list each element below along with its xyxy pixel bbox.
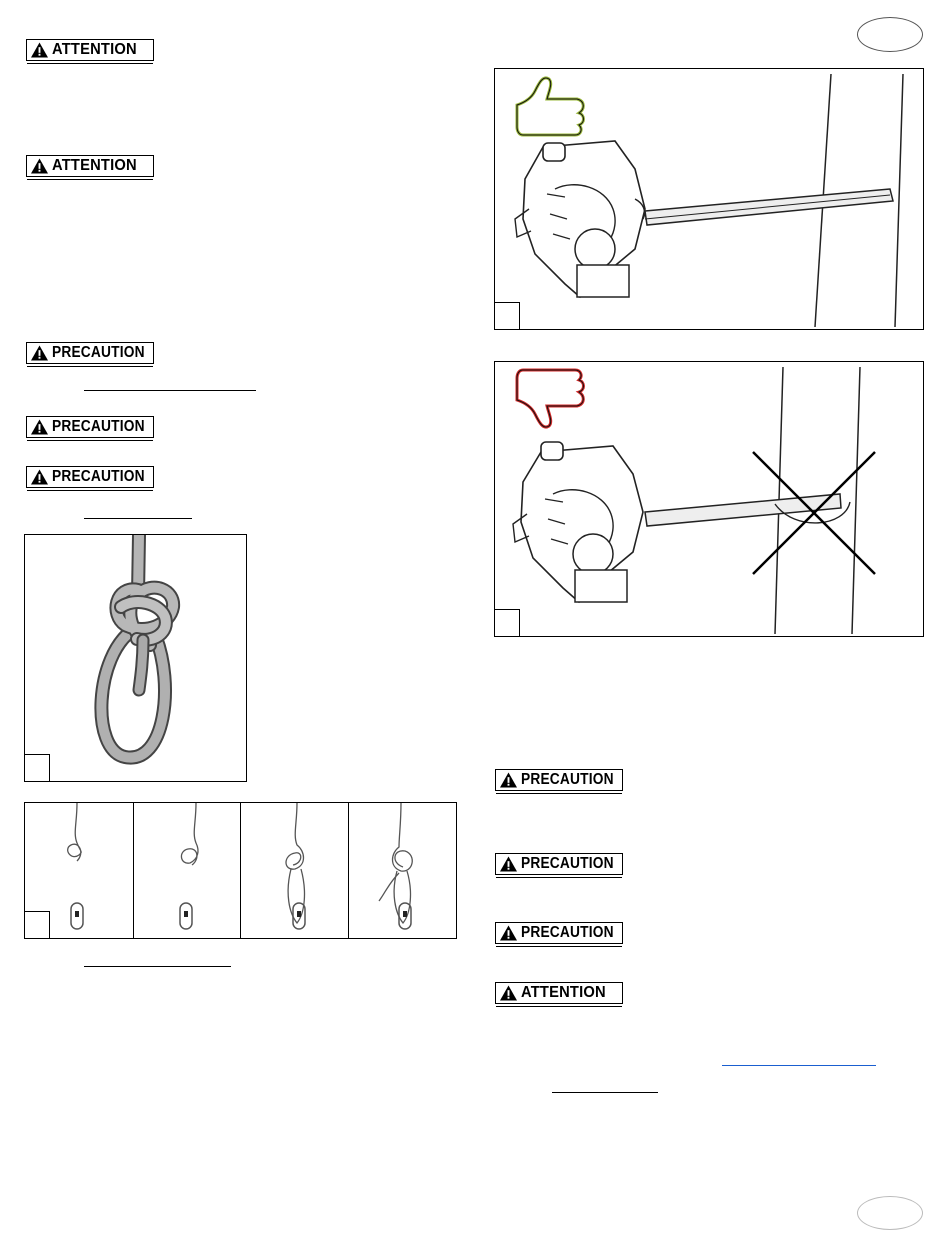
warning-triangle-icon <box>500 772 517 788</box>
precaution-warning-label <box>495 853 623 875</box>
warning-triangle-icon <box>31 345 48 361</box>
precaution-warning-label <box>495 769 623 791</box>
figure-eight-knot-illustration <box>25 535 246 781</box>
precaution-warning-label <box>26 342 154 364</box>
warning-triangle-icon <box>31 42 48 58</box>
warning-text: ATTENTION <box>52 157 137 174</box>
figure-number-box <box>24 754 50 782</box>
underlined-text-rule <box>84 966 231 967</box>
warning-triangle-icon <box>500 985 517 1001</box>
underlined-text-rule <box>84 518 192 519</box>
warning-triangle-icon <box>31 469 48 485</box>
warning-text: PRECAUTION <box>521 855 614 872</box>
knot-figure <box>24 534 247 782</box>
knot-steps-panel <box>24 802 457 939</box>
attention-warning-label <box>26 39 154 61</box>
knot-step-4 <box>349 803 457 938</box>
warning-text: PRECAUTION <box>521 924 614 941</box>
precaution-warning-label <box>26 416 154 438</box>
underlined-text-rule <box>84 390 256 391</box>
engine-on-pole-incorrect-illustration <box>495 362 923 636</box>
rope-loop-step-illustration <box>241 803 348 938</box>
warning-triangle-icon <box>500 925 517 941</box>
warning-text: PRECAUTION <box>52 468 145 485</box>
warning-text: PRECAUTION <box>52 344 145 361</box>
figure-number-box <box>494 609 520 637</box>
warning-text: ATTENTION <box>52 41 137 58</box>
rope-loop-step-illustration <box>134 803 240 938</box>
engine-on-pole-correct-illustration <box>495 69 923 329</box>
figure-number-box <box>24 911 50 939</box>
page-number-oval <box>857 1196 923 1230</box>
thumbs-down-icon <box>517 370 584 427</box>
correct-mounting-figure <box>494 68 924 330</box>
underlined-text-rule <box>552 1092 658 1093</box>
attention-warning-label <box>26 155 154 177</box>
warning-text: ATTENTION <box>521 984 606 1001</box>
rope-loop-step-illustration <box>349 803 456 938</box>
warning-text: PRECAUTION <box>521 771 614 788</box>
knot-step-3 <box>241 803 349 938</box>
warning-triangle-icon <box>31 419 48 435</box>
warning-text: PRECAUTION <box>52 418 145 435</box>
incorrect-mounting-figure <box>494 361 924 637</box>
language-indicator-oval <box>857 17 923 52</box>
figure-number-box <box>494 302 520 330</box>
attention-warning-label <box>495 982 623 1004</box>
thumbs-up-icon <box>517 78 584 135</box>
hyperlink-underline[interactable] <box>722 1065 876 1066</box>
warning-triangle-icon <box>31 158 48 174</box>
precaution-warning-label <box>26 466 154 488</box>
warning-triangle-icon <box>500 856 517 872</box>
precaution-warning-label <box>495 922 623 944</box>
knot-step-2 <box>134 803 241 938</box>
